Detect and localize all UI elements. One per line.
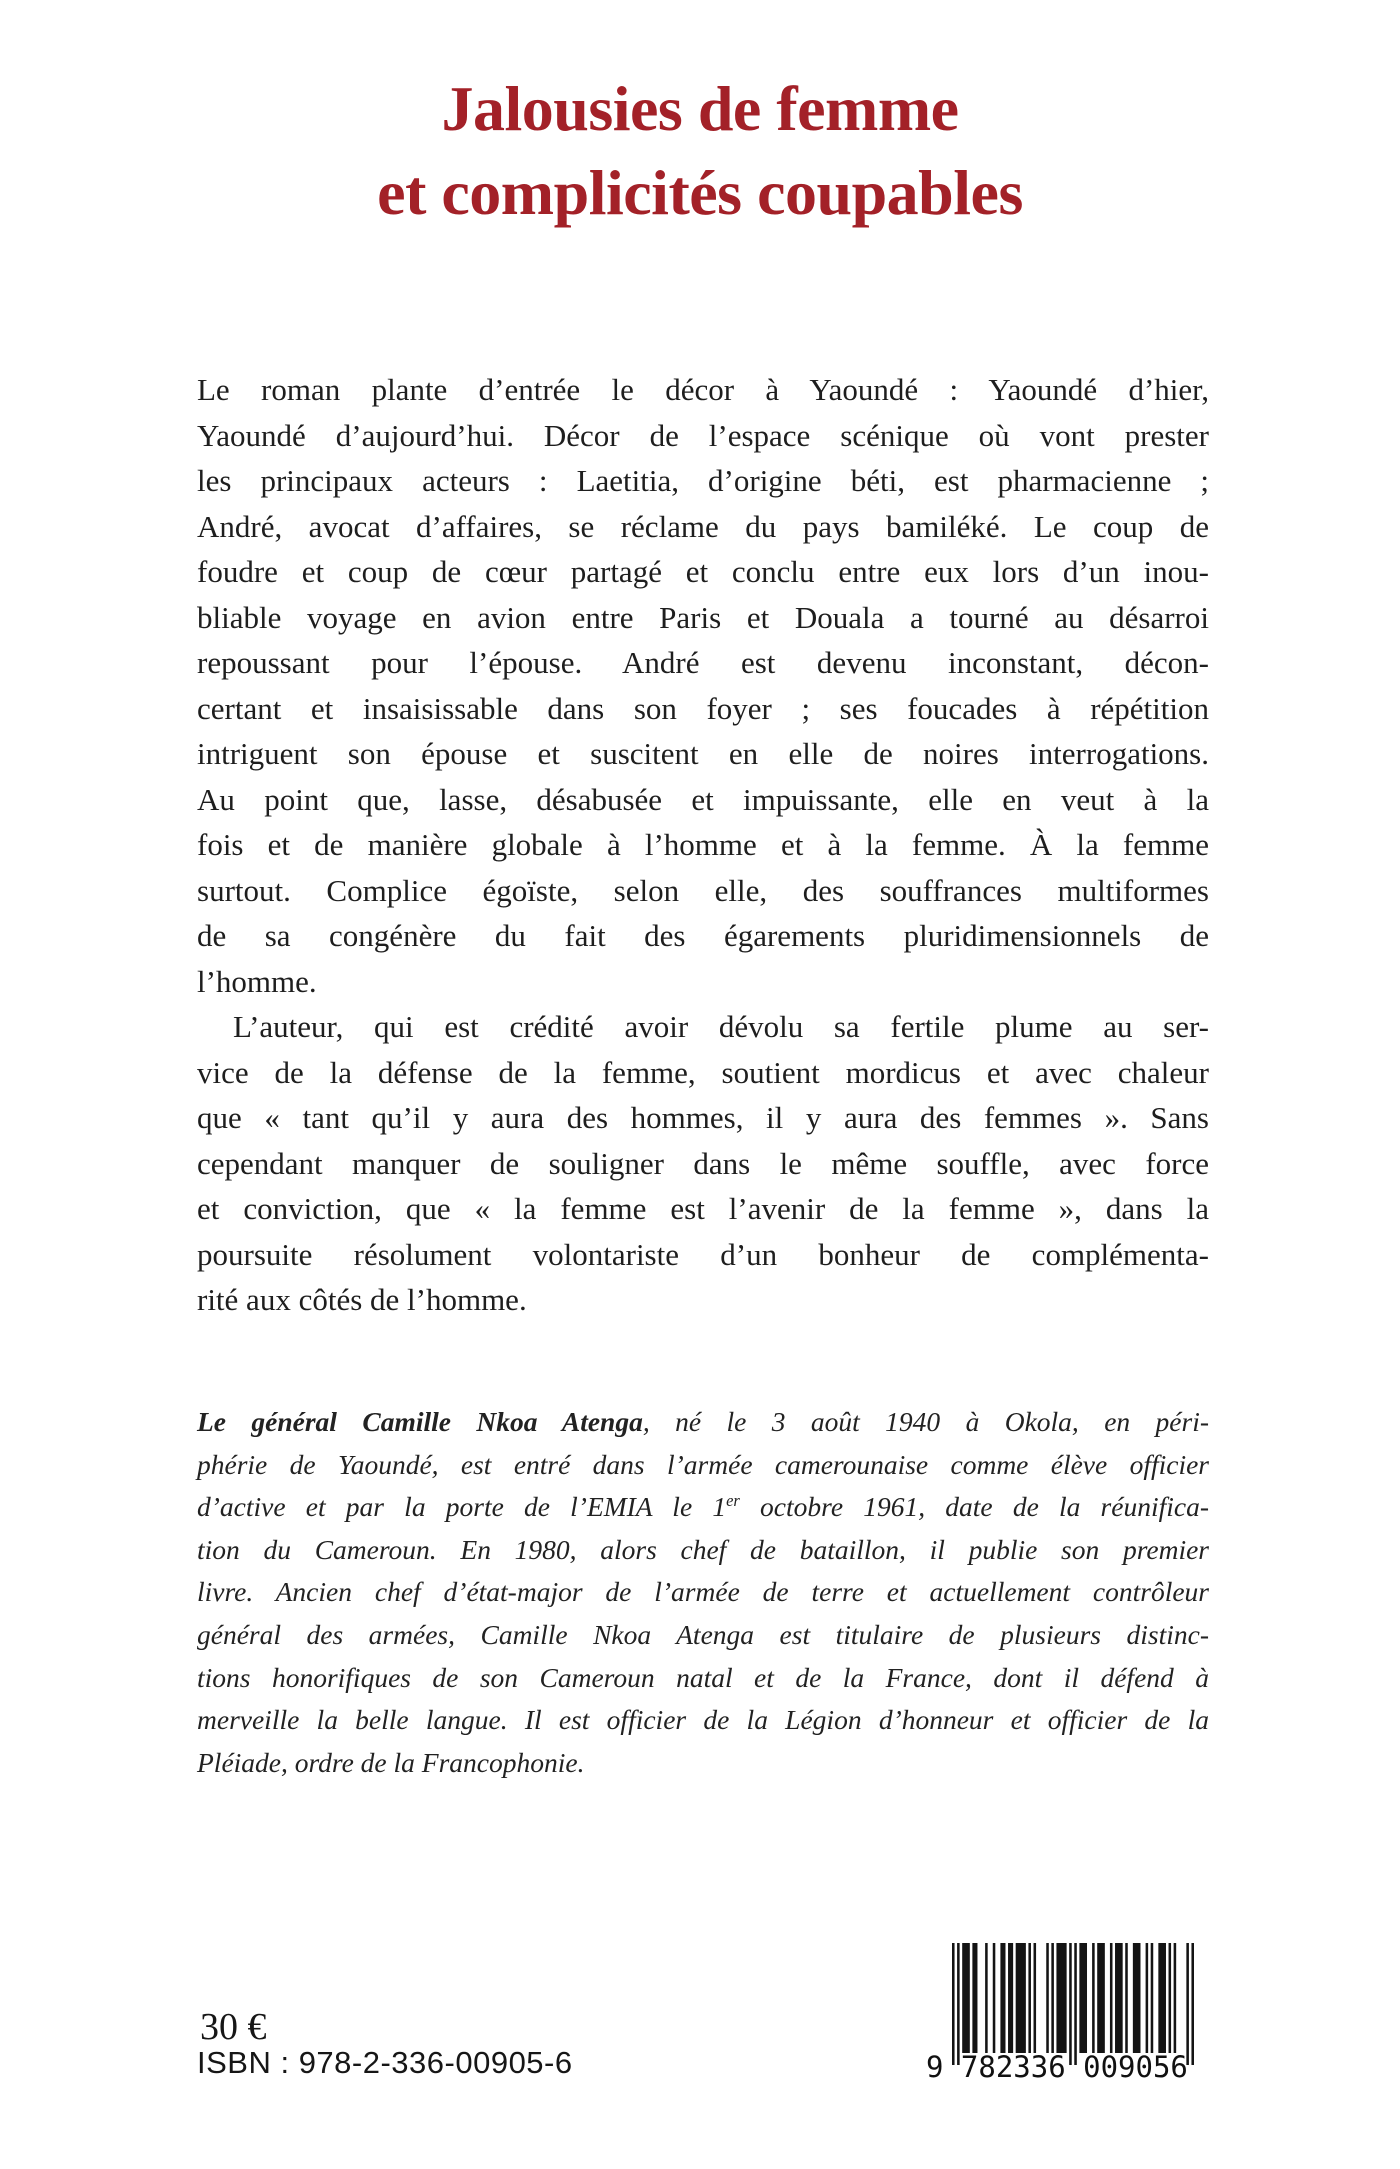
text-line: tions honorifiques de son Cameroun natal et de la France, dont il défend à <box>197 1661 1209 1693</box>
text-line: Au point que, lasse, désabusée et impuissante, elle en veut à la <box>197 781 1209 817</box>
synopsis <box>197 367 1209 1323</box>
text-line: Le roman plante d’entrée le décor à Yaoundé : Yaoundé d’hier, <box>197 372 1209 407</box>
text-line: vice de la défense de la femme, soutient mordicus et avec chaleur <box>197 1054 1209 1090</box>
text-line: poursuite résolument volontariste d’un bonheur de complémenta- <box>197 1236 1209 1272</box>
text-line: général des armées, Camille Nkoa Atenga est titulaire de plusieurs distinc- <box>197 1618 1209 1650</box>
text-line: certant et insaisissable dans son foyer ; ses foucades à répétition <box>197 690 1209 726</box>
text-line: L’auteur, qui est crédité avoir dévolu sa fertile plume au ser- <box>233 1009 1209 1044</box>
text-line: les principaux acteurs : Laetitia, d’origine béti, est pharmacienne ; <box>197 463 1209 498</box>
book-title <box>0 67 1400 235</box>
text-line: que « tant qu’il y aura des hommes, il y aura des femmes ». Sans <box>197 1100 1209 1135</box>
text-line: surtout. Complice égoïste, selon elle, des souffrances multiformes <box>197 872 1209 908</box>
title-line-2: et complicités coupables <box>377 157 1023 228</box>
isbn-label: ISBN : 978-2-336-00905-6 <box>197 2045 573 2080</box>
author-bio <box>197 1401 1209 1784</box>
text-line: repoussant pour l’épouse. André est devenu inconstant, décon- <box>197 645 1209 680</box>
barcode <box>952 1943 1194 2065</box>
text-line: phérie de Yaoundé, est entré dans l’armée camerounaise comme élève officier <box>197 1448 1209 1480</box>
text-line: fois et de manière globale à l’homme et à la femme. À la femme <box>197 827 1209 862</box>
text-line: de sa congénère du fait des égarements pluridimensionnels de <box>197 918 1209 953</box>
text-line: foudre et coup de cœur partagé et conclu entre eux lors d’un inou- <box>197 554 1209 589</box>
text-line: et conviction, que « la femme est l’avenir de la femme », dans la <box>197 1191 1209 1226</box>
text-line: bliable voyage en avion entre Paris et Douala a tourné au désarroi <box>197 599 1209 635</box>
text-line: Yaoundé d’aujourd’hui. Décor de l’espace scénique où vont prester <box>197 417 1209 453</box>
text-line: d’active et par la porte de l’EMIA le 1er octobre 1961, date de la réunifica- <box>197 1491 1209 1523</box>
text-line: intriguent son épouse et suscitent en elle de noires interrogations. <box>197 736 1209 771</box>
barcode-digits: 9 782336 009056 <box>926 2050 1188 2084</box>
text-line: livre. Ancien chef d’état-major de l’armée de terre et actuellement contrôleur <box>197 1576 1209 1608</box>
text-line: l’homme. <box>197 963 317 999</box>
text-line: tion du Cameroun. En 1980, alors chef de bataillon, il publie son premier <box>197 1533 1209 1565</box>
text-line: Le général Camille Nkoa Atenga, né le 3 août 1940 à Okola, en péri- <box>197 1406 1210 1437</box>
text-line: Pléiade, ordre de la Francophonie. <box>197 1746 585 1778</box>
text-line: André, avocat d’affaires, se réclame du pays bamiléké. Le coup de <box>197 508 1209 544</box>
text-line: rité aux côtés de l’homme. <box>197 1282 527 1317</box>
price-label: 30 € <box>200 2006 267 2048</box>
title-line-1: Jalousies de femme <box>441 73 959 144</box>
text-line: cependant manquer de souligner dans le même souffle, avec force <box>197 1145 1209 1181</box>
text-line: merveille la belle langue. Il est officier de la Légion d’honneur et officier de la <box>197 1704 1209 1736</box>
